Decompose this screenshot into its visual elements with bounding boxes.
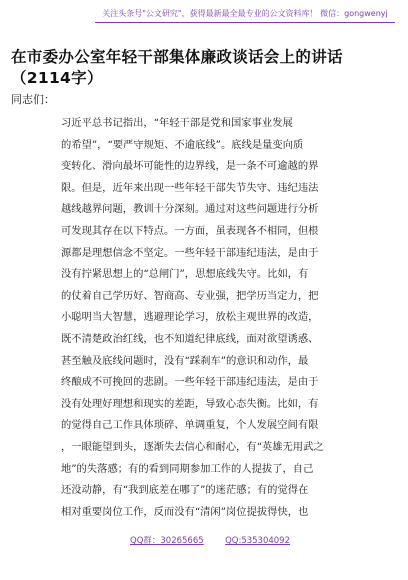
body-line: 相对重要岗位工作，反而没有“清闲”岗位提拔得快，也 xyxy=(61,505,309,518)
body-line: 变转化、滑向最坏可能性的边界线，是一条不可逾越的界 xyxy=(61,160,319,173)
body-line: 还没动静，有“我到底差在哪了”的迷茫感；有的觉得在 xyxy=(61,484,309,497)
footer-qq: QQ:535304092 xyxy=(225,536,290,546)
body-line: 的觉得自己工作具体琐碎、单调重复，个人发展空间有限 xyxy=(61,419,319,432)
body-line: 既不清楚政治红线，也不知道纪律底线，面对欲望诱惑、 xyxy=(61,332,319,345)
footer-qq-group: QQ群：30265665 xyxy=(130,536,204,546)
document-title: 在市委办公室年轻干部集体廉政谈话会上的讲话（2114字） xyxy=(11,48,343,87)
body-text xyxy=(61,113,367,523)
body-line: ，一眼能望到头，逐渐失去信心和耐心，有“英雄无用武之 xyxy=(61,440,324,453)
greeting: 同志们： xyxy=(11,93,55,106)
body-line: 的仗着自己学历好、智商高、专业强，把学历当定力，把 xyxy=(61,289,319,302)
body-line: 习近平总书记指出，“年轻干部是党和国家事业发展 xyxy=(61,117,293,129)
body-line: 地”的失落感；有的看到同期参加工作的人提拔了，自己 xyxy=(61,462,314,475)
body-line: 甚至触及底线问题时，没有“踩刹车”的意识和动作，最 xyxy=(61,354,309,367)
body-line: 可发现其存在以下特点。一方面，虽表现各不相同，但根 xyxy=(61,224,319,237)
body-line: 没有处理好理想和现实的差距，导致心态失衡。比如，有 xyxy=(61,397,319,410)
body-line: 越线越界问题，教训十分深刻。通过对这些问题进行分析 xyxy=(61,203,319,216)
header-banner: 关注头条号"公文研究"，获得最新最全最专业的公文资料库！ 微信：gongwenyj xyxy=(95,8,395,23)
footer xyxy=(130,535,290,547)
body-line: 小聪明当大智慧，逃避理论学习，放松主观世界的改造， xyxy=(61,311,319,324)
body-line: 源都是理想信念不坚定。一些年轻干部违纪违法，是由于 xyxy=(61,246,319,259)
body-line: 终酿成不可挽回的悲剧。一些年轻干部违纪违法，是由于 xyxy=(61,376,319,389)
body-line: 限。但是，近年来出现一些年轻干部失节失守、违纪违法 xyxy=(61,181,319,194)
body-line: 没有拧紧思想上的“总闸门”，思想底线失守。比如，有 xyxy=(61,268,309,281)
body-line: 的希望”，“要严守规矩、不逾底线”。底线是量变向质 xyxy=(61,138,304,151)
